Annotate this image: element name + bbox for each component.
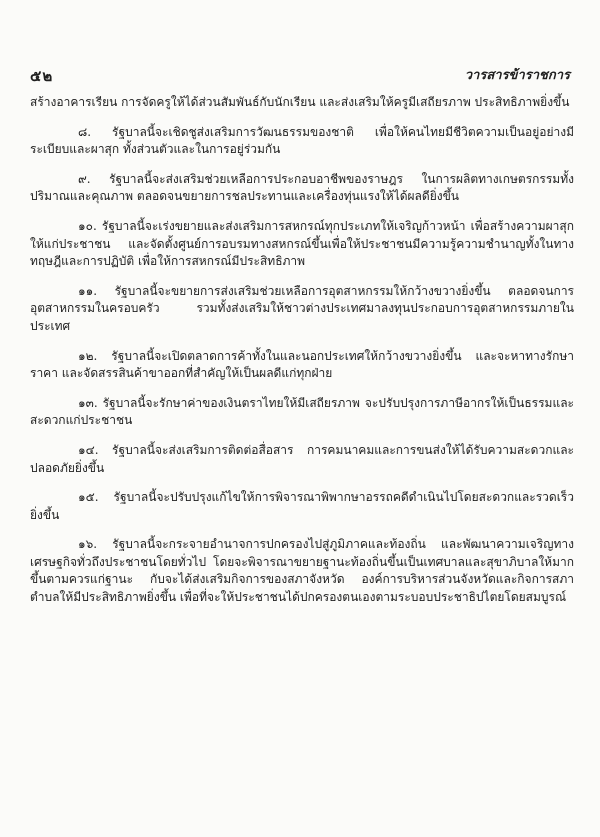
paragraph-item-8: ๘. รัฐบาลนี้จะเชิดชูส่งเสริมการวัฒนธรรมของชาติ เพื่อให้คนไทยมีชีวิตความเป็นอยู่อย่างมีระเบียบและผาสุก ทั้งส่วนตัวและในการอยู่ร่วมกัน [30,124,574,157]
paragraph-item-12: ๑๒. รัฐบาลนี้จะเปิดตลาดการค้าทั้งในและนอกประเทศให้กว้างขวางยิ่งขึ้น และจะหาทางรักษาราคา และจัดสรรสินค้าขาออกที่สำคัญให้เป็นผลดีแก่ทุกฝ่าย [30,348,574,381]
paragraph-continued: สร้างอาคารเรียน การจัดครูให้ได้ส่วนสัมพันธ์กับนักเรียน และส่งเสริมให้ครูมีเสถียรภาพ ประสิทธิภาพยิ่งขึ้น [30,95,570,109]
paragraph-item-15: ๑๕. รัฐบาลนี้จะปรับปรุงแก้ไขให้การพิจารณาพิพากษาอรรถคดีดำเนินไปโดยสะดวกและรวดเร็วยิ่งขึ้น [30,490,574,522]
paragraph-item-16: ๑๖. รัฐบาลนี้จะกระจายอำนาจการปกครองไปสู่ภูมิภาคและท้องถิ่น และพัฒนาความเจริญทางเศรษฐกิจทั่วถึงประชาชนโดยทั่วไป โดยจะพิจารณาขยายฐานะท้องถิ่นขึ้นเป็นเทศบาลและสุขาภิบาลให้มากขึ้นตามควรแก่ฐานะ กับจะได้ส่งเสริมกิจการของสภาจังหวัด องค์การบริหารส่วนจังหวัดและกิจการสภาตำบลให้มีประสิทธิภาพยิ่งขึ้น เพื่อที่จะให้ประชาชนได้ปกครองตนเองตามระบอบประชาธิปไตยโดยสมบูรณ์ [30,537,574,605]
paragraph-item-9: ๙. รัฐบาลนี้จะส่งเสริมช่วยเหลือการประกอบอาชีพของราษฎร ในการผลิตทางเกษตรกรรมทั้งปริมาณและคุณภาพ ตลอดจนขยายการชลประทานและเครื่องทุ่นแรงให้ได้ผลดียิ่งขึ้น [30,171,574,204]
paragraph-item-13: ๑๓. รัฐบาลนี้จะรักษาค่าของเงินตราไทยให้มีเสถียรภาพ จะปรับปรุงการภาษีอากรให้เป็นธรรมและสะดวกแก่ประชาชน [30,395,574,428]
page-number: ๕๒ [30,67,54,85]
paragraph-item-11: ๑๑. รัฐบาลนี้จะขยายการส่งเสริมช่วยเหลือการอุตสาหกรรมให้กว้างขวางยิ่งขึ้น ตลอดจนการอุตสาหกรรมในครอบครัว รวมทั้งส่งเสริมให้ชาวต่างประเทศมาลงทุนประกอบการอุตสาหกรรมภายในประเทศ [30,283,574,333]
paragraph-item-10: ๑๐. รัฐบาลนี้จะเร่งขยายและส่งเสริมการสหกรณ์ทุกประเภทให้เจริญก้าวหน้า เพื่อสร้างความผาสุกให้แก่ประชาชน และจัดตั้งศูนย์การอบรมทางสหกรณ์ขึ้นเพื่อให้ประชาชนมีความรู้ความชำนาญทั้งในทางทฤษฎีและการปฏิบัติ เพื่อให้การสหกรณ์มีประสิทธิภาพ [30,218,574,269]
body-text [30,94,574,619]
paragraph-item-14: ๑๔. รัฐบาลนี้จะส่งเสริมการติดต่อสื่อสาร การคมนาคมและการขนส่งให้ได้รับความสะดวกและปลอดภัยยิ่งขึ้น [30,442,574,475]
running-head-title: วารสารข้าราชการ [464,68,570,83]
